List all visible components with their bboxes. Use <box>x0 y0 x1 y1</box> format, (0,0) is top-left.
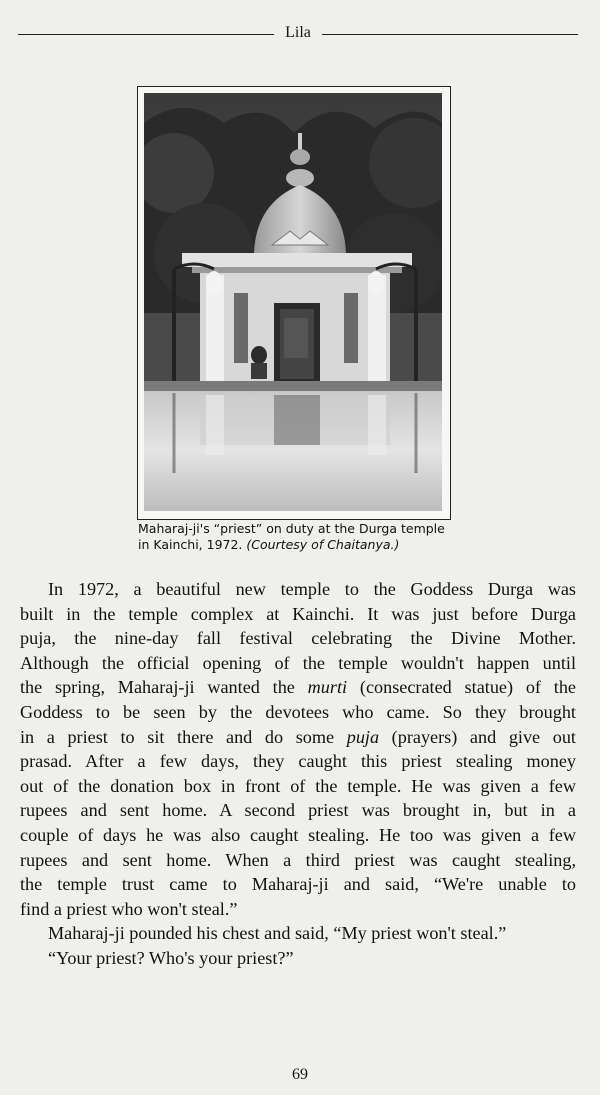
text-fragment: in a priest to sit there and do some <box>20 726 347 747</box>
text-line <box>20 675 576 700</box>
text-line: puja, the nine-day fall festival celebrating the Divine Mother. <box>20 628 576 649</box>
text-fragment: the spring, Maharaj-ji wanted the <box>20 677 308 698</box>
chapter-title: Lila <box>285 24 311 41</box>
body-text <box>20 577 576 971</box>
temple-photo-frame <box>137 86 451 520</box>
text-fragment: (prayers) and give out <box>379 726 576 747</box>
text-line <box>20 725 576 750</box>
text-line: find a priest who won't steal.” <box>20 898 238 919</box>
paragraph-3: “Your priest? Who's your priest?” <box>48 947 294 968</box>
text-line: couple of days he was also caught stealing. He too was given a few <box>20 824 576 845</box>
text-line: out of the donation box in front of the temple. He was given a few <box>20 775 576 796</box>
italic-term-murti: murti <box>307 677 348 698</box>
text-line: built in the temple complex at Kainchi. It was just before Durga <box>20 603 576 624</box>
caption-credit: (Courtesy of Chaitanya.) <box>246 537 400 552</box>
text-fragment: (consecrated statue) of the <box>347 677 576 698</box>
text-line: Goddess to be seen by the devotees who came. So they brought <box>20 701 576 722</box>
text-line: rupees and sent home. A second priest was brought in, but in a <box>20 800 576 821</box>
italic-term-puja: puja <box>346 726 380 747</box>
figure-caption <box>138 521 468 553</box>
text-line: In 1972, a beautiful new temple to the Goddess Durga was <box>48 579 576 599</box>
paragraph-2: Maharaj-ji pounded his chest and said, “My priest won't steal.” <box>48 923 507 944</box>
header-rule-right <box>322 34 578 35</box>
text-line: prasad. After a few days, they caught this priest stealing money <box>20 751 576 772</box>
text-line: the temple trust came to Maharaj-ji and said, “We're unable to <box>20 874 576 895</box>
caption-line-1: Maharaj-ji's “priest” on duty at the Durga temple <box>138 521 445 536</box>
text-line: rupees and sent home. When a third priest was caught stealing, <box>20 849 576 870</box>
page-number: 69 <box>292 1066 308 1083</box>
text-line: Although the official opening of the temple wouldn't happen until <box>20 652 576 673</box>
running-header <box>18 22 578 46</box>
caption-date: in Kainchi, 1972. <box>138 537 243 552</box>
temple-photo <box>144 93 442 511</box>
header-rule-left <box>18 34 274 35</box>
caption-line-2 <box>138 537 468 553</box>
